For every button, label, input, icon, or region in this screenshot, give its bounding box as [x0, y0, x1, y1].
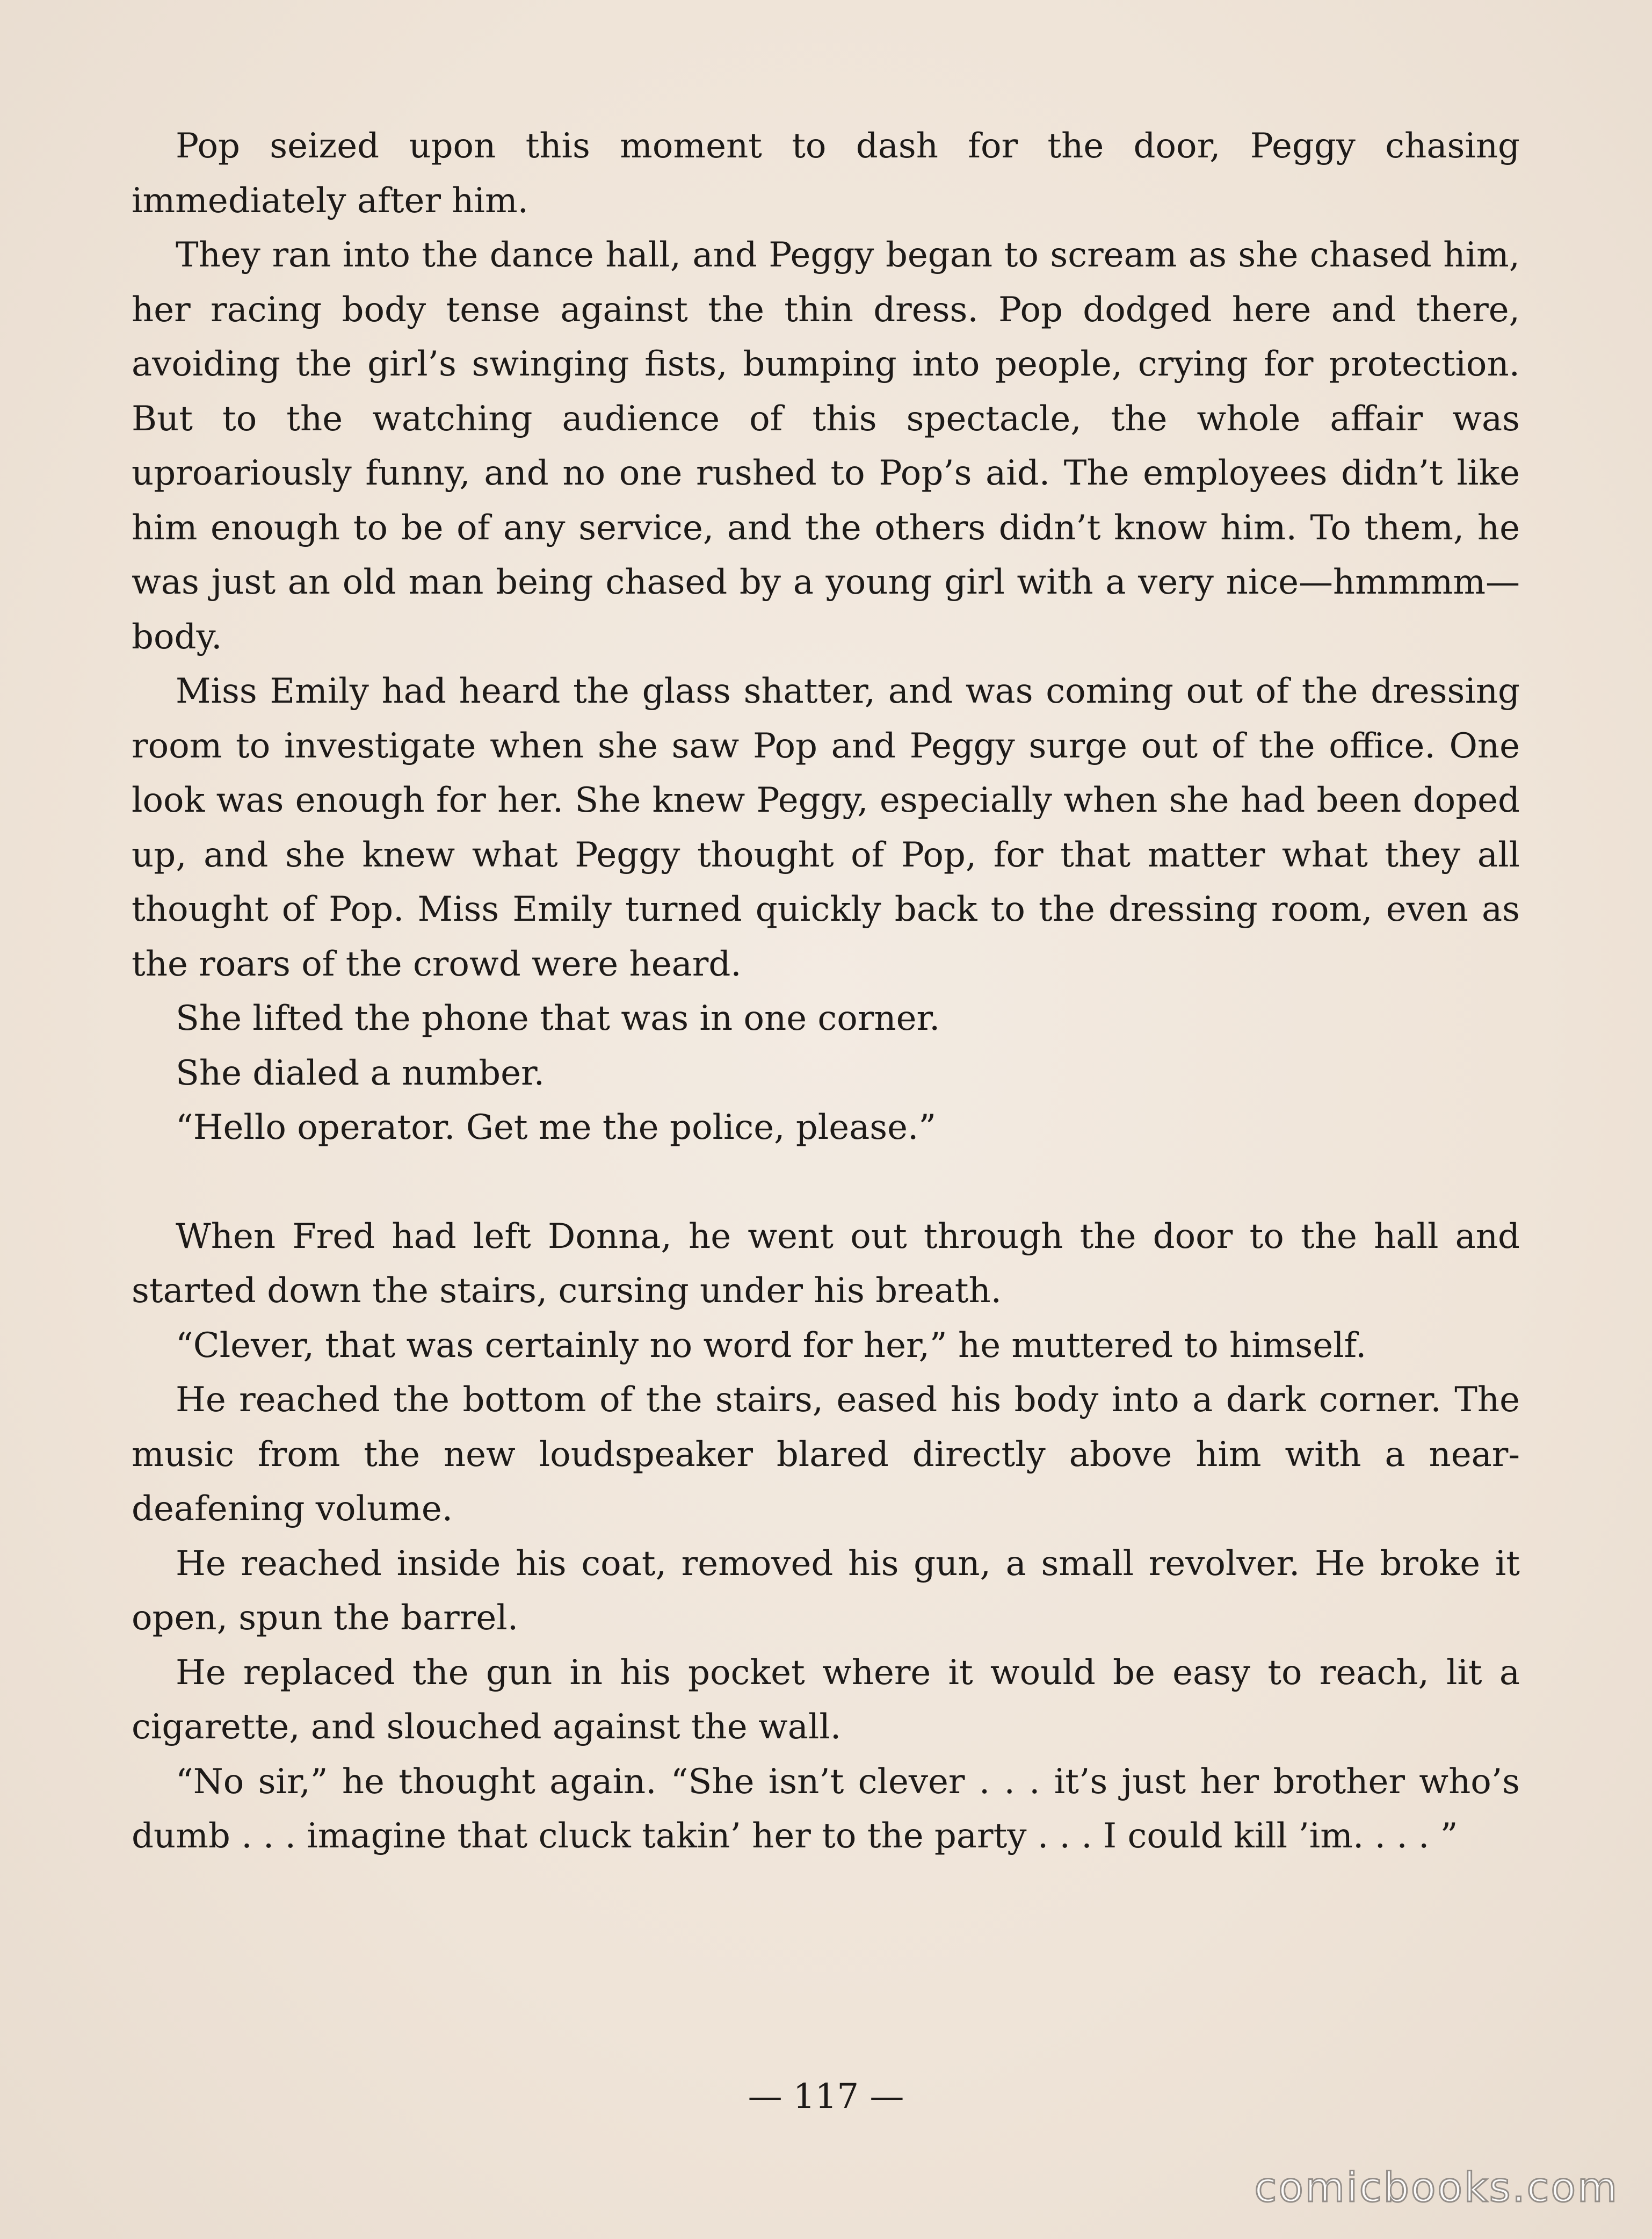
- page-number: — 117 —: [748, 2077, 904, 2117]
- body-text: [132, 119, 1520, 1864]
- paragraph: Miss Emily had heard the glass shatter, and was coming out of the dressing room to investigate when she saw Pop and Peggy surge out of the office. One look was enough for her. She knew Peggy, especially when she had been doped up, and she knew what Peggy thought of Pop, for that matter what they all thought of Pop. Miss Emily turned quickly back to the dressing room, even as the roars of the crowd were heard.: [132, 671, 1520, 984]
- paragraph: “Clever, that was certainly no word for her,” he muttered to himself.: [176, 1325, 1367, 1366]
- paragraph: “No sir,” he thought again. “She isn’t clever . . . it’s just her brother who’s dumb . . . imagine that cluck takin’ her to the party . . . I could kill ’im. . . . ”: [132, 1761, 1520, 1856]
- paragraph: She lifted the phone that was in one corner.: [176, 999, 940, 1038]
- paragraph: He reached inside his coat, removed his gun, a small revolver. He broke it open, spun the barrel.: [132, 1543, 1520, 1638]
- paragraph: “Hello operator. Get me the police, please.”: [176, 1108, 937, 1147]
- paragraph: Pop seized upon this moment to dash for the door, Peggy chasing immediately after him.: [132, 126, 1520, 221]
- paragraph: She dialed a number.: [176, 1053, 545, 1093]
- watermark-logo: comicbooks.com: [1254, 2163, 1619, 2211]
- section-break: [132, 1155, 1520, 1210]
- paragraph: He reached the bottom of the stairs, eased his body into a dark corner. The music from the new loudspeaker blared directly above him with a near-deafening volume.: [132, 1380, 1520, 1529]
- paragraph: He replaced the gun in his pocket where it would be easy to reach, lit a cigarette, and slouched against the wall.: [132, 1652, 1520, 1747]
- paragraph: They ran into the dance hall, and Peggy began to scream as she chased him, her racing body tense against the thin dress. Pop dodged here and there, avoiding the girl’s swinging fists, bumping into people, crying for protection. But to the watching audience of this spectacle, the whole affair was uproariously funny, and no one rushed to Pop’s aid. The employees didn’t like him enough to be of any service, and the others didn’t know him. To them, he was just an old man being chased by a young girl with a very nice—hmmmm—body.: [132, 235, 1520, 657]
- paragraph: When Fred had left Donna, he went out through the door to the hall and started down the stairs, cursing under his breath.: [132, 1216, 1520, 1311]
